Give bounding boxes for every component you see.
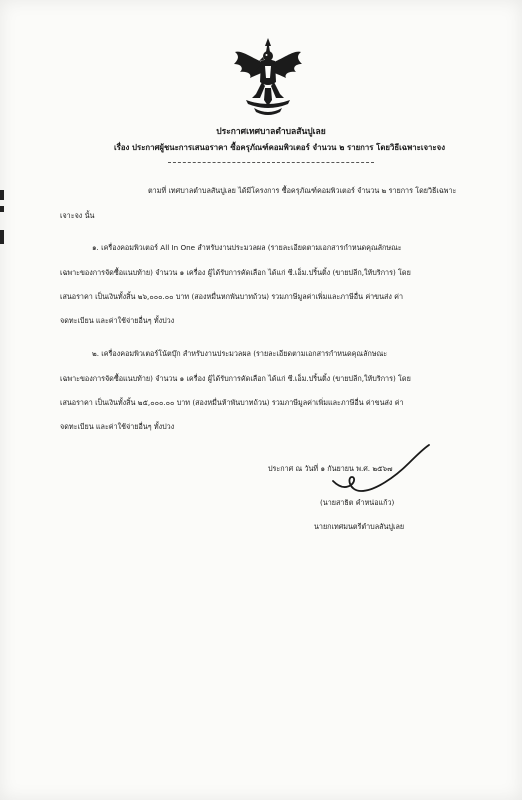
item-1-line-3: เสนอราคา เป็นเงินทั้งสิ้น ๒๖,๐๐๐.๐๐ บาท (สองหมื่นหกพันบาทถ้วน) รวมภาษีมูลค่าเพิ่มและภาษีอื่น ค่าขนส่ง ค่า: [60, 292, 404, 301]
item-1-line-1: ๑. เครื่องคอมพิวเตอร์ All In One สำหรับงานประมวลผล (รายละเอียดตามเอกสารกำหนดคุณลักษณะ: [92, 243, 402, 252]
announcement-subject: เรื่อง ประกาศผู้ชนะการเสนอราคา ซื้อครุภัณฑ์คอมพิวเตอร์ จำนวน ๒ รายการ โดยวิธีเฉพาะเจาะจง: [114, 143, 445, 152]
signer-position: นายกเทศมนตรีตำบลสันปูเลย: [314, 522, 405, 531]
intro-line-1: ตามที่ เทศบาลตำบลสันปูเลย ได้มีโครงการ ซื้อครุภัณฑ์คอมพิวเตอร์ จำนวน ๒ รายการ โดยวิธีเฉพาะ: [148, 186, 457, 195]
item-1-line-2: เฉพาะของการจัดซื้อแนบท้าย) จำนวน ๑ เครื่อง ผู้ได้รับการคัดเลือก ได้แก่ ซี.เอ็ม.ปริ้นติ้ง (ขายปลีก,ให้บริการ) โดย: [60, 268, 411, 277]
item-1-line-4: จดทะเบียน และค่าใช้จ่ายอื่นๆ ทั้งปวง: [60, 316, 175, 325]
organization-title: ประกาศเทศบาลตำบลสันปูเลย: [216, 127, 326, 137]
signature-mark: [325, 441, 435, 505]
announcement-date: ประกาศ ณ วันที่ ๑ กันยายน พ.ศ. ๒๕๖๗: [268, 464, 393, 473]
signer-name: (นายสาธิต คำหน่อแก้ว): [320, 498, 395, 507]
title-divider: [168, 162, 374, 163]
scan-edge-marks: [0, 190, 6, 250]
item-2-line-2: เฉพาะของการจัดซื้อแนบท้าย) จำนวน ๑ เครื่อง ผู้ได้รับการคัดเลือก ได้แก่ ซี.เอ็ม.ปริ้นติ้ง (ขายปลีก,ให้บริการ) โดย: [60, 374, 411, 383]
item-2-line-3: เสนอราคา เป็นเงินทั้งสิ้น ๒๕,๐๐๐.๐๐ บาท (สองหมื่นห้าพันบาทถ้วน) รวมภาษีมูลค่าเพิ่มและภาษีอื่น ค่าขนส่ง ค่า: [60, 398, 404, 407]
garuda-emblem: [232, 36, 304, 118]
intro-line-2: เจาะจง นั้น: [60, 211, 95, 220]
item-2-line-4: จดทะเบียน และค่าใช้จ่ายอื่นๆ ทั้งปวง: [60, 422, 175, 431]
item-2-line-1: ๒. เครื่องคอมพิวเตอร์โน้ตบุ๊ก สำหรับงานประมวลผล (รายละเอียดตามเอกสารกำหนดคุณลักษณะ: [92, 349, 388, 358]
